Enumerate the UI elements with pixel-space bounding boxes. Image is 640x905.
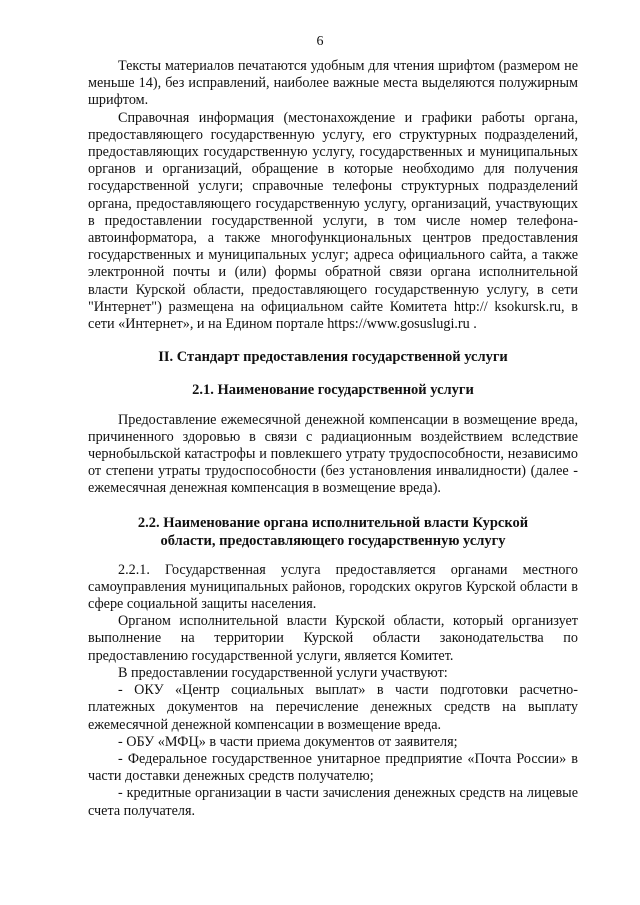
document-body [88,58,578,820]
list-item-oku: - ОКУ «Центр социальных выплат» в части подготовки расчетно-платежных документов на перечисление денежных средств на выплату ежемесячной денежной компенсации в возмещение вреда. [88,682,578,733]
subsection-title-2-2 [88,514,578,550]
list-item-post: - Федеральное государственное унитарное предприятие «Почта России» в части доставки денежных средств получателю; [88,750,578,785]
subsection-title-2-2-line2: области, предоставляющего государственную услугу [160,532,506,549]
paragraph-2-2-1: 2.2.1. Государственная услуга предоставляется органами местного самоуправления муниципальных районов, городских округов Курской области в сфере социальной защиты населения. [88,561,578,613]
paragraph-font-requirements: Тексты материалов печатаются удобным для чтения шрифтом (размером не меньше 14), без исправлений, наиболее важные места выделяются полужирным шрифтом. [88,58,578,109]
paragraph-reference-info: Справочная информация (местонахождение и графики работы органа, предоставляющего государственную услугу, его структурных подразделений, предоставляющих государственную услугу, государственных и муниципальных органов и организаций, обращение в которые необходимо для получения государственной услуги; справочные телефоны структурных подразделений органа, предоставляющего государственную услугу, организаций, участвующих в предоставлении государственной услуги, в том числе номер телефона-автоинформатора, а также многофункциональных центров предоставления государственных и муниципальных услуг; адреса официального сайта, а также электронной почты и (или) формы обратной связи органа исполнительной власти Курской области, предоставляющего государственную услугу, в сети "Интернет") размещена на официальном сайте Комитета http:// ksokursk.ru, в сети «Интернет», и на Едином портале https://www.gosuslugi.ru . [88,109,578,333]
page-number: 6 [316,34,324,49]
subsection-title-2-2-line1: 2.2. Наименование органа исполнительной власти Курской [137,514,529,531]
list-item-banks: - кредитные организации в части зачисления денежных средств на лицевые счета получателя. [88,785,578,819]
paragraph-participants-intro: В предоставлении государственной услуги участвуют: [118,664,448,681]
list-item-mfc: - ОБУ «МФЦ» в части приема документов от заявителя; [118,733,458,750]
section-title: II. Стандарт предоставления государственной услуги [158,349,508,366]
paragraph-service-name: Предоставление ежемесячной денежной компенсации в возмещение вреда, причиненного здоровью в связи с радиационным воздействием вследствие чернобыльской катастрофы и повлекшего утрату трудоспособности, независимо от степени утраты трудоспособности (без установления инвалидности) (далее - ежемесячная денежная компенсация в возмещение вреда). [88,411,578,497]
paragraph-executive-body: Органом исполнительной власти Курской области, который организует выполнение на территории Курской области законодательства по предоставлению государственной услуги, является Комитет. [88,613,578,664]
subsection-title-2-1: 2.1. Наименование государственной услуги [192,382,474,399]
